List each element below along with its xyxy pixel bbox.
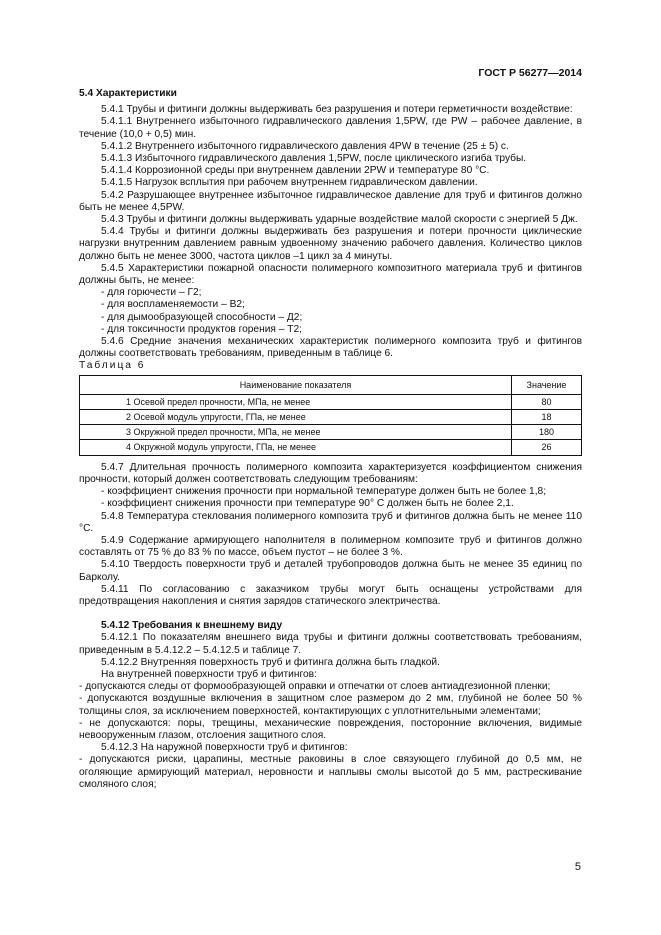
table-cell-name: 2 Осевой модуль упругости, ГПа, не менее	[80, 410, 512, 425]
table-header-row	[80, 375, 582, 394]
list-item-coef-90: - коэффициент снижения прочности при температуре 90° С должен быть не более 2,1.	[101, 498, 514, 510]
table-cell-name: 1 Осевой предел прочности, МПа, не менее	[80, 394, 512, 409]
table-row	[80, 425, 582, 440]
paragraph-5-4-12-1: 5.4.12.1 По показателям внешнего вида трубы и фитинги должны соответствовать требованиям, приведенным в 5.4.12.2 – 5.4.12.5 и таблице 7.	[79, 632, 582, 656]
table-cell-value: 80	[512, 394, 582, 409]
table-cell-name: 4 Окружной модуль упругости, ГПа, не менее	[80, 440, 512, 455]
list-item-inner-traces: - допускаются следы от формообразующей оправки и отпечатки от слоев антиадгезионной пленки;	[79, 681, 551, 693]
column-header-value: Значение	[512, 375, 582, 394]
table-row	[80, 440, 582, 455]
list-item-flammability: - для горючести – Г2;	[101, 287, 202, 299]
table-cell-value: 180	[512, 425, 582, 440]
paragraph-5-4-5: 5.4.5 Характеристики пожарной опасности полимерного композитного материала труб и фитингов должны быть, не менее:	[79, 262, 582, 287]
list-item-smoke: - для дымообразующей способности – Д2;	[101, 311, 303, 323]
paragraph-5-4-1-4: 5.4.1.4 Коррозионной среды при внутреннем давлении 2PW и температуре 80 °С.	[101, 165, 490, 177]
table-caption	[79, 360, 582, 372]
list-item-coef-normal: - коэффициент снижения прочности при нормальной температуре должен быть не более 1,8;	[101, 486, 547, 498]
paragraph-5-4-4: 5.4.4 Трубы и фитинги должны выдерживать без разрушения и потери прочности циклические нагрузки внутренним давлением равным удвоенному значению рабочего давления. Количество циклов должно быть не менее 3000, частота циклов –1 цикл за 4 минуты.	[79, 226, 582, 262]
list-item-outer-defects: - допускаются риски, царапины, местные раковины в слое связующего глубиной до 0,5 мм, не оголяющие армирующий материал, неровности и наплывы смолы высотой до 5 мм, растрескивание смоляного слоя;	[79, 754, 582, 790]
page-number: 5	[574, 861, 581, 873]
table-row	[80, 394, 582, 409]
paragraph-5-4-7: 5.4.7 Длительная прочность полимерного композита характеризуется коэффициентом снижения прочности, который должен соответствовать следующим требованиям:	[79, 461, 582, 485]
paragraph-5-4-11: 5.4.11 По согласованию с заказчиком трубы могут быть оснащены устройствами для предотвращения накопления и снятия зарядов статического электричества.	[79, 583, 582, 607]
table-row	[80, 410, 582, 425]
list-item-inner-air: - допускаются воздушные включения в защитном слое размером до 2 мм, глубиной не более 50 % толщины слоя, за исключением поверхностей, контактирующих с уплотнительными элементами;	[79, 693, 582, 717]
table-cell-name: 3 Окружной предел прочности, МПа, не менее	[80, 425, 512, 440]
table-caption-number: 6	[137, 360, 144, 372]
properties-table	[79, 375, 582, 456]
section-title: 5.4 Характеристики	[79, 88, 177, 99]
table-cell-value: 26	[512, 440, 582, 455]
paragraph-5-4-3: 5.4.3 Трубы и фитинги должны выдерживать ударные воздействие малой скорости с энергией 5 Дж.	[101, 214, 578, 226]
paragraph-5-4-1: 5.4.1 Трубы и фитинги должны выдерживать без разрушения и потери герметичности воздействие:	[101, 104, 573, 116]
table-caption-word: Таблица	[79, 360, 133, 372]
paragraph-5-4-8: 5.4.8 Температура стеклования полимерного композита труб и фитингов должна быть не менее 110 °С.	[79, 510, 582, 534]
paragraph-5-4-9: 5.4.9 Содержание армирующего наполнителя в полимерном композите труб и фитингов должно составлять от 75 % до 83 % по массе, объем пустот – не более 3 %.	[79, 534, 582, 559]
list-item-ignitability: - для воспламеняемости – В2;	[101, 299, 245, 311]
page-content	[79, 88, 582, 791]
paragraph-5-4-1-3: 5.4.1.3 Избыточного гидравлического давления 1,5PW, после циклического изгиба трубы.	[101, 153, 527, 165]
paragraph-5-4-12-2: 5.4.12.2 Внутренняя поверхность труб и фитинга должна быть гладкой.	[101, 656, 440, 668]
paragraph-5-4-12-3: 5.4.12.3 На наружной поверхности труб и фитингов:	[101, 742, 348, 754]
paragraph-5-4-1-5: 5.4.1.5 Нагрузок всплытия при рабочем внутреннем гидравлическом давлении.	[101, 177, 478, 189]
subsection-title: 5.4.12 Требования к внешнему виду	[101, 620, 283, 632]
column-header-name: Наименование показателя	[80, 375, 512, 394]
standard-designation: ГОСТ Р 56277—2014	[478, 67, 582, 79]
paragraph-5-4-1-2: 5.4.1.2 Внутреннего избыточного гидравлического давления 4PW в течение (25 ± 5) с.	[101, 140, 509, 152]
table-cell-value: 18	[512, 410, 582, 425]
list-item-inner-forbidden: - не допускаются: поры, трещины, механические повреждения, посторонние включения, видимые невооруженным глазом, отслоения защитного слоя.	[79, 717, 582, 741]
paragraph-5-4-2: 5.4.2 Разрушающее внутреннее избыточное гидравлическое давление для труб и фитингов должно быть не менее 4,5PW.	[79, 189, 582, 213]
list-item-toxicity: - для токсичности продуктов горения – Т2;	[101, 323, 302, 335]
paragraph-5-4-10: 5.4.10 Твердость поверхности труб и деталей трубопроводов должна быть не менее 35 единиц по Барколу.	[79, 559, 582, 583]
paragraph-inner-surface: На внутренней поверхности труб и фитингов:	[101, 668, 317, 680]
paragraph-5-4-6: 5.4.6 Средние значения механических характеристик полимерного композита труб и фитингов должны соответствовать требованиям, приведенным в таблице 6.	[79, 336, 582, 360]
paragraph-5-4-1-1: 5.4.1.1 Внутреннего избыточного гидравлического давления 1,5PW, где PW – рабочее давление, в течение (10,0 + 0,5) мин.	[79, 116, 582, 140]
